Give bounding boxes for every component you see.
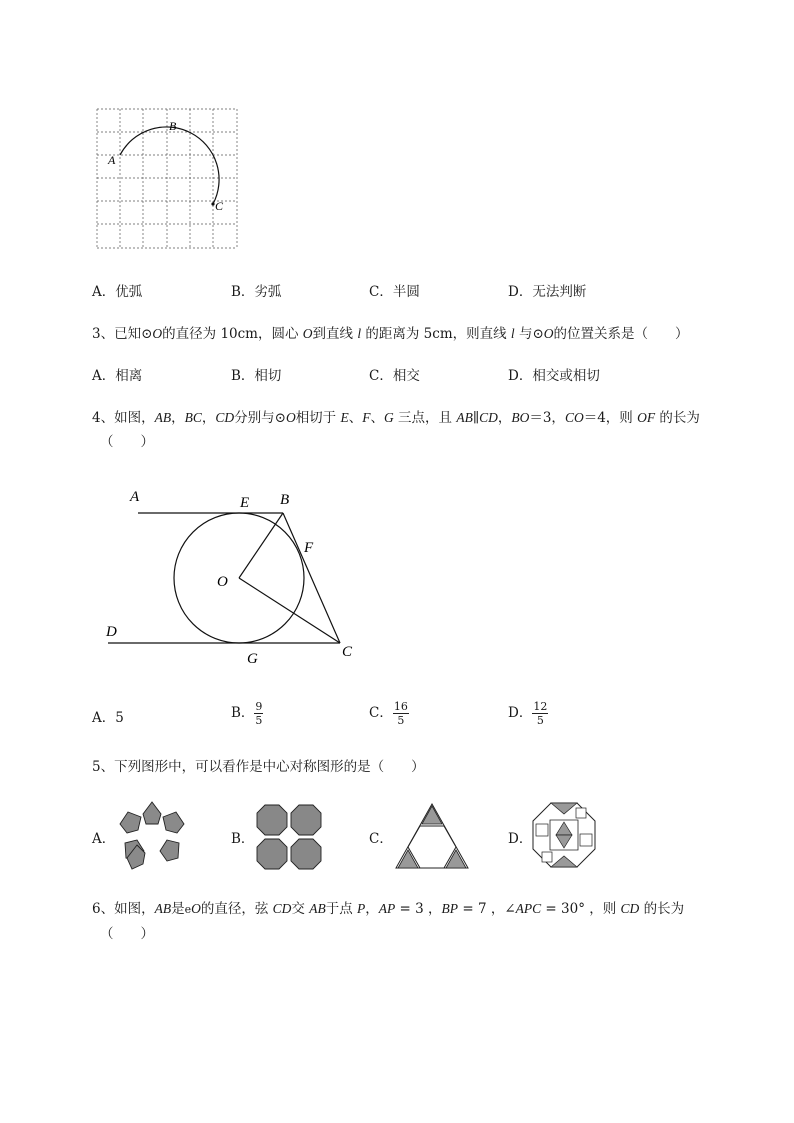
q4-seg-bo: BO [511, 410, 530, 425]
q3-text-2: 的直径为 10cm，圆心 [162, 326, 303, 342]
q4-stem [92, 408, 700, 428]
q4-comma-2: ， [201, 410, 216, 426]
q5-text: 下列图形中，可以看作是中心对称图形的是（ ） [114, 759, 425, 775]
q4-comma-3: ， [497, 410, 512, 426]
q4-sep-2: 、 [370, 410, 384, 426]
q4-option-b-fraction [254, 700, 263, 727]
q6-stem [92, 899, 684, 920]
q6-text-4: 交 [291, 901, 310, 917]
q6-seg-ab-2: AB [309, 901, 326, 916]
q4-option-d-denominator: 5 [536, 714, 544, 727]
label-g: G [247, 651, 258, 667]
q4-co-value: ＝4，则 [583, 410, 638, 426]
q4-option-c-numerator: 16 [393, 700, 408, 713]
q4-number: 4、 [92, 410, 115, 426]
q5-figure-octagons [256, 804, 322, 870]
q4-seg-of: OF [637, 410, 656, 425]
q6-seg-ap: AP [378, 901, 396, 916]
q2-option-d: D．无法判断 [508, 284, 587, 300]
figure-tangent-circle [100, 480, 370, 675]
q4-text-1: 如图， [114, 410, 155, 426]
q3-center-o: O [302, 326, 313, 341]
q3-text-3: 到直线 [312, 326, 358, 342]
q6-seg-ab: AB [154, 901, 172, 916]
q3-text-4: 的距离为 5cm，则直线 [361, 326, 511, 342]
q3-stem [92, 324, 689, 344]
q3-option-b: B．相切 [231, 368, 282, 384]
q6-seg-cd-2: CD [620, 901, 640, 916]
q3-option-a: A．相离 [92, 368, 143, 384]
q4-seg-ab: AB [154, 410, 172, 425]
q6-circle-o: O [191, 901, 201, 916]
q4-option-a: A．5 [92, 710, 124, 726]
q4-option-b-numerator: 9 [255, 700, 263, 713]
q4-option-d-numerator: 12 [533, 700, 548, 713]
label-c: C [342, 644, 353, 660]
q6-seg-cd: CD [272, 901, 292, 916]
q2-option-c: C．半圆 [369, 284, 420, 300]
q4-text-4: 三点，且 [393, 410, 457, 426]
seg-bc [283, 513, 340, 643]
label-a: A [130, 489, 140, 505]
label-o: O [217, 574, 228, 590]
q4-bo-value: ＝3， [529, 410, 565, 426]
arc-abc [120, 127, 219, 204]
q3-option-d: D．相交或相切 [508, 368, 600, 384]
q5-figure-triangle [394, 802, 470, 870]
q6-point-p: P [357, 901, 366, 916]
q6-text-6: 的长为 [639, 901, 685, 917]
q4-parallel: ∥ [472, 410, 480, 426]
label-c: C [215, 199, 224, 213]
q4-option-d-label: D． [508, 705, 533, 721]
q5-figure-octagon-pattern [532, 802, 596, 868]
label-a: A [108, 153, 116, 167]
q6-angle-symbol: ∠ [504, 901, 516, 917]
q4-circle-o: O [285, 410, 296, 425]
q4-seg-cd: CD [215, 410, 235, 425]
q6-angle-apc: APC [515, 901, 542, 916]
q4-seg-cd-2: CD [479, 410, 498, 425]
q6-comma: ， [365, 901, 379, 917]
q4-seg-co: CO [564, 410, 584, 425]
q4-option-c-label: C． [369, 705, 393, 721]
q4-text-3: 相切于 [295, 410, 341, 426]
label-b: B [169, 119, 177, 133]
q4-seg-bc: BC [184, 410, 202, 425]
q6-bp-value: = 7 ， [458, 901, 505, 917]
q5-stem [92, 757, 425, 777]
q4-text-5: 的长为 [655, 410, 700, 426]
q3-circle-o-1: O [152, 326, 163, 341]
q3-line-l-1: l [357, 326, 362, 341]
q5-option-a-label: A． [92, 831, 116, 847]
label-d: D [106, 624, 117, 640]
q3-number: 3、 [92, 326, 115, 342]
q4-sep-1: 、 [348, 410, 363, 426]
q2-option-a: A．优弧 [92, 284, 143, 300]
q4-point-g: G [383, 410, 394, 425]
q3-option-c: C．相交 [369, 368, 420, 384]
q5-option-b-label: B． [231, 831, 255, 847]
q4-answer-bracket: （ ） [100, 434, 154, 450]
q3-text-5: 与⊙ [514, 326, 544, 342]
q3-text-6: 的位置关系是（ ） [553, 326, 689, 342]
q4-option-d-fraction [532, 700, 548, 727]
q6-text-5: 于点 [325, 901, 358, 917]
q5-option-c-label: C． [369, 831, 393, 847]
q4-option-d [508, 700, 548, 727]
q4-option-c-fraction [393, 700, 409, 727]
q6-text-2: 是 [171, 901, 185, 917]
q4-option-b-label: B． [231, 705, 255, 721]
seg-oc [239, 578, 340, 643]
q6-circle-symbol: e [184, 903, 192, 916]
q4-seg-ab-2: AB [456, 410, 473, 425]
label-e: E [240, 495, 250, 511]
q6-number: 6、 [92, 901, 115, 917]
q4-option-b [231, 700, 263, 727]
q5-number: 5、 [92, 759, 115, 775]
grid [97, 109, 237, 248]
q2-option-b: B．劣弧 [231, 284, 282, 300]
q6-text-1: 如图， [114, 901, 155, 917]
q5-figure-pentagons [114, 800, 190, 872]
label-b: B [280, 492, 290, 508]
q4-option-c [369, 700, 409, 727]
figure-grid-arc [90, 100, 250, 260]
q3-text-1: 已知⊙ [114, 326, 153, 342]
label-f: F [304, 540, 314, 556]
q4-option-b-denominator: 5 [255, 714, 263, 727]
q4-point-e: E [340, 410, 349, 425]
q6-answer-bracket: （ ） [100, 926, 154, 942]
q3-circle-o-2: O [543, 326, 554, 341]
q6-text-3: 的直径，弦 [200, 901, 273, 917]
q6-seg-bp: BP [441, 901, 459, 916]
q3-line-l-2: l [510, 326, 515, 341]
q5-option-d-label: D． [508, 831, 533, 847]
q6-angle-value: = 30° ，则 [541, 901, 621, 917]
q6-ap-value: = 3 ， [395, 901, 442, 917]
q4-point-f: F [362, 410, 371, 425]
seg-ob [239, 513, 283, 578]
q4-option-c-denominator: 5 [397, 714, 405, 727]
q4-comma-1: ， [171, 410, 185, 426]
q4-text-2: 分别与⊙ [234, 410, 286, 426]
